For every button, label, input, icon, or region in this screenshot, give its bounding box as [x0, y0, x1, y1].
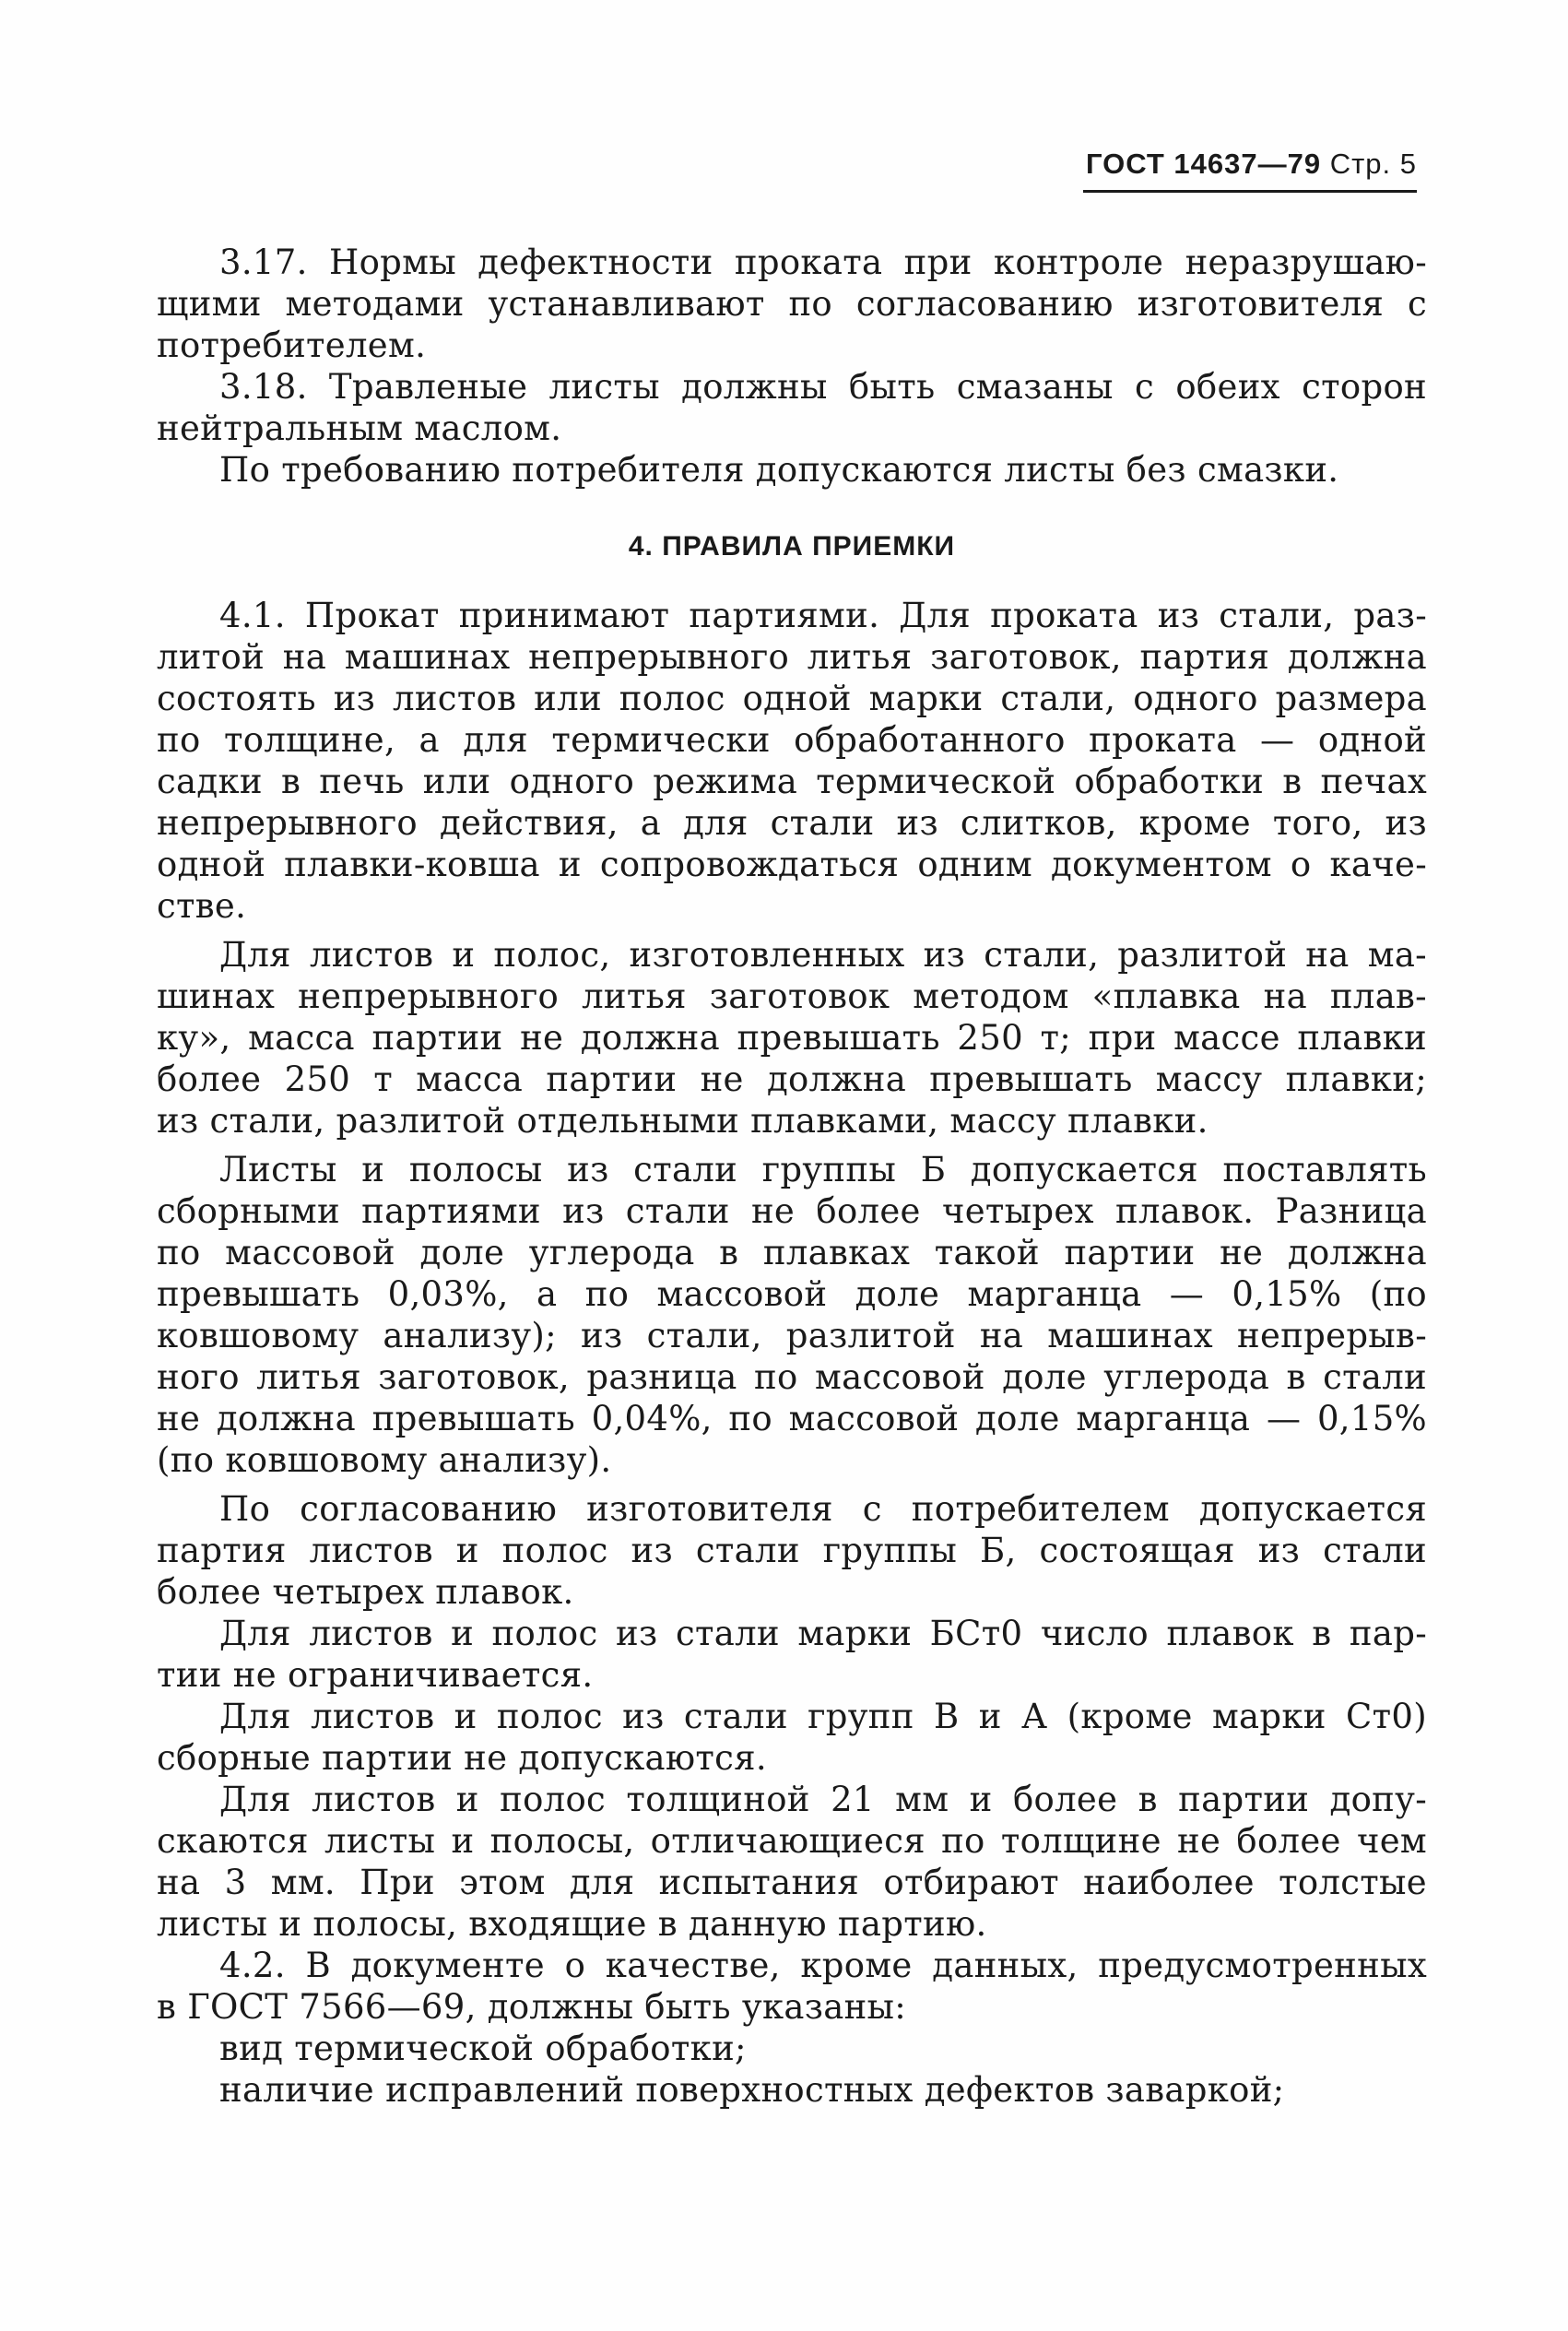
text-line: По требованию потребителя допускаются листы без смазки.: [219, 450, 1339, 490]
paragraph-4-1-bst0: [157, 1613, 1427, 1696]
text-line: превышать 0,03%, а по массовой доле марганца — 0,15% (по: [157, 1274, 1427, 1314]
text-line: шинах непрерывного литья заготовок методом «плавка на плав-: [157, 976, 1427, 1016]
text-line: из стали, разлитой отдельными плавками, массу плавки.: [157, 1101, 1208, 1141]
text-line: не должна превышать 0,04%, по массовой доле марганца — 0,15%: [157, 1399, 1427, 1438]
text-line: Листы и полосы из стали группы Б допускается поставлять: [219, 1150, 1427, 1189]
text-line: наличие исправлений поверхностных дефектов заваркой;: [219, 2070, 1285, 2110]
text-line: состоять из листов или полос одной марки стали, одного размера: [157, 679, 1427, 718]
paragraph-4-1: [157, 595, 1427, 927]
text-line: на 3 мм. При этом для испытания отбирают наиболее толстые: [157, 1863, 1427, 1902]
page-number: Стр. 5: [1329, 148, 1417, 180]
paragraph-4-1-group-b: [157, 1149, 1427, 1481]
text-line: вид термической обработки;: [219, 2029, 747, 2068]
text-line: (по ковшовому анализу).: [157, 1440, 612, 1480]
paragraph-4-1-groups-v-a: [157, 1696, 1427, 1779]
text-line: партия листов и полос из стали группы Б, состоящая из стали: [157, 1531, 1427, 1570]
page-header: [1083, 148, 1417, 193]
text-line: одной плавки-ковша и сопровождаться одним документом о каче-: [157, 845, 1427, 884]
paragraph-3-18: [157, 366, 1427, 449]
text-line: более четырех плавок.: [157, 1572, 574, 1612]
text-line: 4.2. В документе о качестве, кроме данных, предусмотренных: [219, 1946, 1427, 1985]
text-line: 3.18. Травленые листы должны быть смазаны с обеих сторон: [219, 367, 1427, 407]
text-line: ного литья заготовок, разница по массовой доле углерода в стали: [157, 1357, 1427, 1397]
section-heading: 4. ПРАВИЛА ПРИЕМКИ: [628, 531, 956, 562]
text-line: садки в печь или одного режима термической обработки в печах: [157, 762, 1427, 801]
text-line: стве.: [157, 886, 247, 926]
text-line: по массовой доле углерода в плавках такой партии не должна: [157, 1233, 1427, 1272]
text-line: Для листов и полос из стали групп В и А (кроме марки Ст0): [219, 1697, 1427, 1736]
text-line: более 250 т масса партии не должна превышать массу плавки;: [157, 1059, 1427, 1099]
text-line: нейтральным маслом.: [157, 408, 562, 448]
text-line: сборные партии не допускаются.: [157, 1738, 767, 1778]
paragraph-3-17: [157, 242, 1427, 366]
standard-number: ГОСТ 14637—79: [1085, 148, 1322, 180]
text-line: по толщине, а для термически обработанного проката — одной: [157, 720, 1427, 760]
text-line: непрерывного действия, а для стали из слитков, кроме того, из: [157, 803, 1427, 843]
paragraph-4-1-ccm: [157, 934, 1427, 1142]
text-line: сборными партиями из стали не более четырех плавок. Разница: [157, 1191, 1427, 1231]
paragraph-4-2: [157, 1945, 1427, 2028]
text-line: ковшовому анализу); из стали, разлитой на машинах непрерыв-: [157, 1316, 1427, 1355]
paragraph-4-1-thickness: [157, 1779, 1427, 1945]
text-line: 3.17. Нормы дефектности проката при контроле неразрушаю-: [219, 243, 1427, 282]
paragraph-3-18-note: [157, 449, 1427, 491]
text-line: Для листов и полос, изготовленных из стали, разлитой на ма-: [219, 935, 1427, 975]
text-line: 4.1. Прокат принимают партиями. Для проката из стали, раз-: [219, 596, 1427, 635]
text-line: скаются листы и полосы, отличающиеся по толщине не более чем: [157, 1821, 1427, 1861]
list-item-heat-treatment: [157, 2028, 1427, 2069]
text-line: в ГОСТ 7566—69, должны быть указаны:: [157, 1987, 907, 2027]
text-line: ку», масса партии не должна превышать 250 т; при массе плавки: [157, 1018, 1427, 1058]
text-line: По согласованию изготовителя с потребителем допускается: [219, 1489, 1427, 1529]
text-line: литой на машинах непрерывного литья заготовок, партия должна: [157, 637, 1427, 677]
text-line: Для листов и полос из стали марки БСт0 число плавок в пар-: [219, 1614, 1427, 1653]
text-line: тии не ограничивается.: [157, 1655, 594, 1695]
text-line: Для листов и полос толщиной 21 мм и более в партии допу-: [219, 1780, 1427, 1819]
text-line: щими методами устанавливают по согласованию изготовителя с: [157, 284, 1427, 324]
paragraph-4-1-agreement: [157, 1488, 1427, 1613]
list-item-welding-repairs: [157, 2069, 1427, 2111]
text-line: потребителем.: [157, 325, 427, 365]
text-line: листы и полосы, входящие в данную партию.: [157, 1904, 987, 1944]
document-body: [157, 242, 1427, 2111]
